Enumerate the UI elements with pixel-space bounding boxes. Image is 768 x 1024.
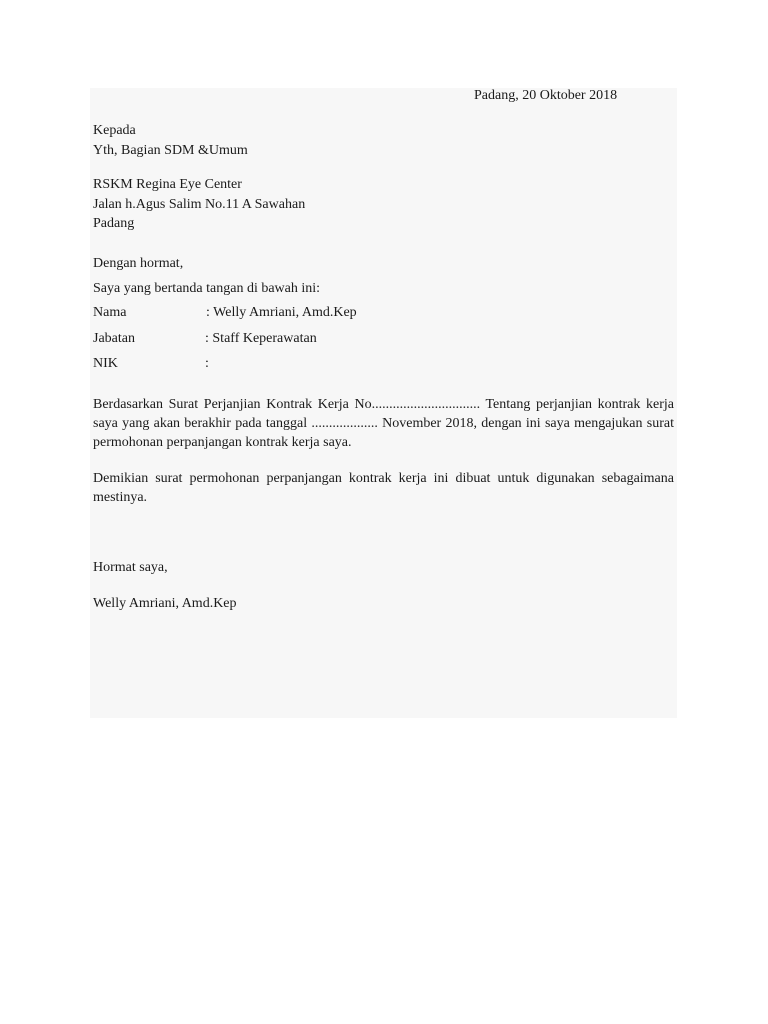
address-line-1: RSKM Regina Eye Center <box>93 177 242 192</box>
field-value-nik: : <box>205 356 209 371</box>
letter-date: Padang, 20 Oktober 2018 <box>474 88 618 103</box>
address-line-3: Padang <box>93 216 135 231</box>
body-paragraph-1: Berdasarkan Surat Perjanjian Kontrak Kerja No............................... Tentang perjanjian kontrak kerja saya yang akan berakhir pada tanggal ................... November 2018, dengan ini saya mengajukan surat permohonan perpanjangan kontrak kerja saya. <box>93 397 674 450</box>
recipient-line-2: Yth, Bagian SDM &Umum <box>93 143 248 158</box>
field-value-nama: : Welly Amriani, Amd.Kep <box>206 305 357 320</box>
field-label-jabatan: Jabatan <box>93 331 135 346</box>
body-paragraph-2: Demikian surat permohonan perpanjangan kontrak kerja ini dibuat untuk digunakan sebagaimana mestinya. <box>93 471 674 505</box>
closing: Hormat saya, <box>93 560 168 575</box>
field-value-jabatan: : Staff Keperawatan <box>205 331 317 346</box>
greeting: Dengan hormat, <box>93 256 184 271</box>
intro-line: Saya yang bertanda tangan di bawah ini: <box>93 281 321 296</box>
recipient-line-1: Kepada <box>93 123 136 138</box>
field-label-nama: Nama <box>93 305 127 320</box>
signature-name: Welly Amriani, Amd.Kep <box>93 596 237 611</box>
address-line-2: Jalan h.Agus Salim No.11 A Sawahan <box>93 197 306 212</box>
field-label-nik: NIK <box>93 356 118 371</box>
